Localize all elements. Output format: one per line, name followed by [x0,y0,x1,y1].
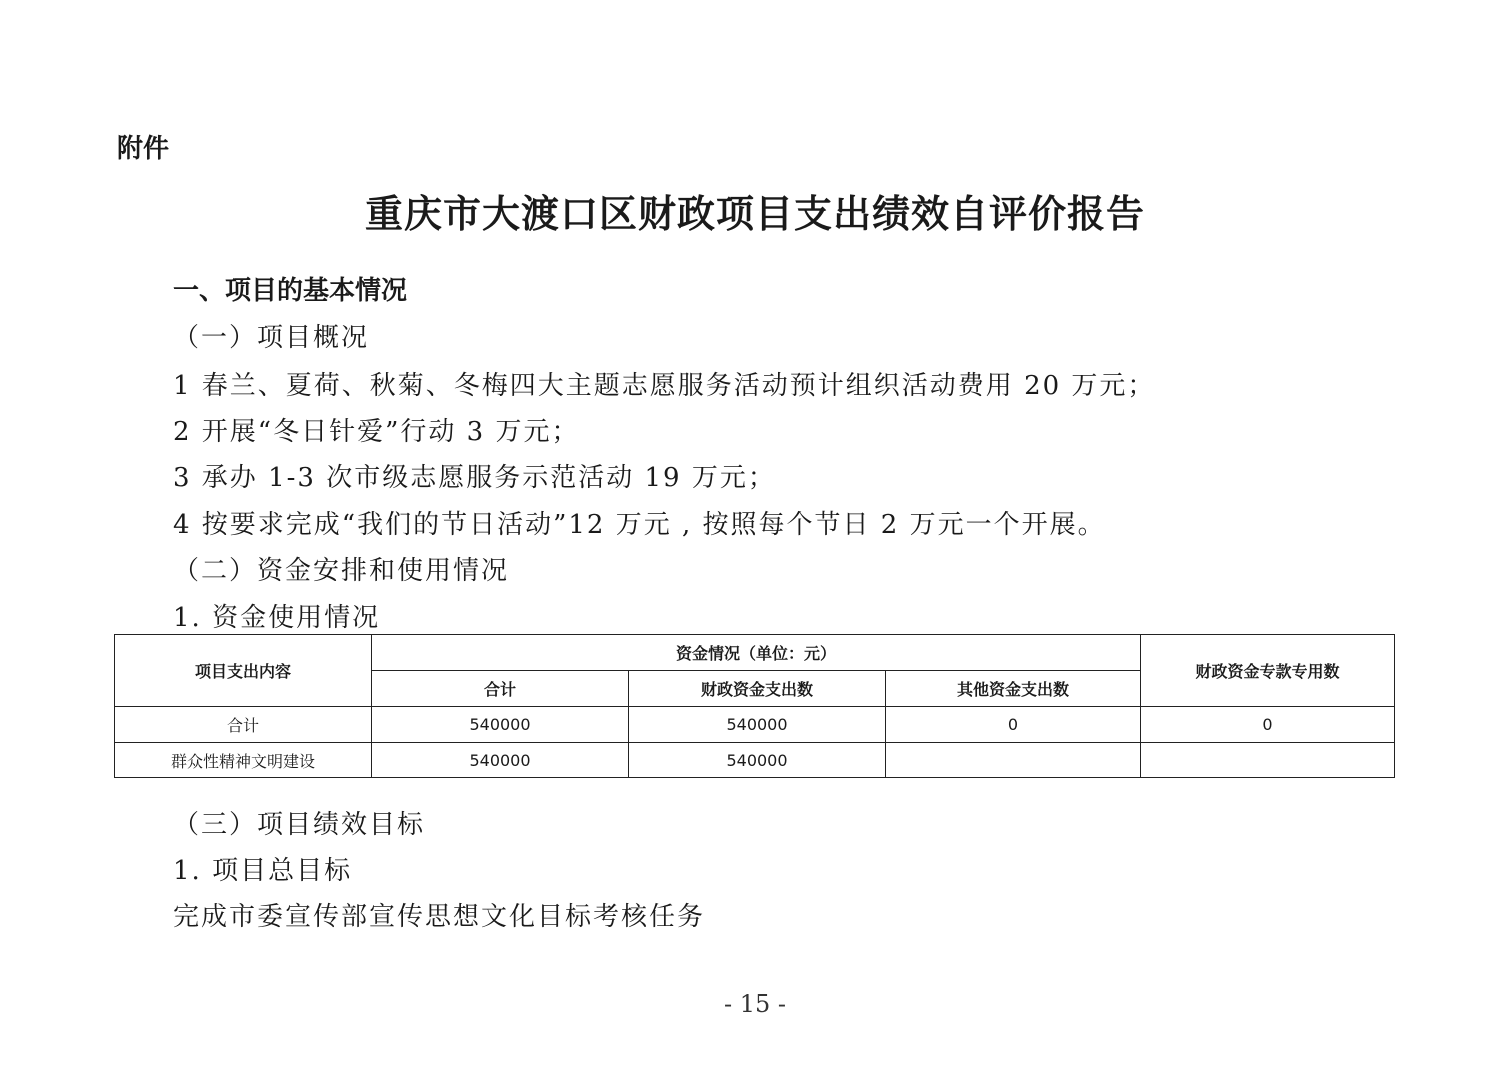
subsection-funds-arrangement: （二）资金安排和使用情况 [173,556,510,586]
cell-fiscal: 540000 [629,743,886,778]
cell-fiscal: 540000 [629,707,886,743]
header-item: 项目支出内容 [115,635,372,707]
cell-total: 540000 [372,707,629,743]
overview-item-4: 4 按要求完成“我们的节日活动”12 万元 , 按照每个节日 2 万元一个开展。 [173,510,1106,540]
table-row [115,743,1395,778]
report-title: 重庆市大渡口区财政项目支出绩效自评价报告 [364,191,1145,236]
funds-table [114,634,1395,778]
overall-goal-heading: 1. 项目总目标 [173,856,353,886]
overview-item-2: 2 开展“冬日针爱”行动 3 万元； [173,417,580,447]
cell-total: 540000 [372,743,629,778]
cell-other: 0 [886,707,1141,743]
table-row [115,707,1395,743]
section-heading-basic-info: 一、项目的基本情况 [173,276,408,306]
header-other: 其他资金支出数 [886,671,1141,707]
cell-other [886,743,1141,778]
subsection-performance-goals: （三）项目绩效目标 [173,810,426,840]
header-fiscal: 财政资金支出数 [629,671,886,707]
cell-special: 0 [1141,707,1395,743]
header-total: 合计 [372,671,629,707]
page-number: - 15 - [723,990,786,1018]
cell-special [1141,743,1395,778]
subsection-project-overview: （一）项目概况 [173,323,370,353]
overview-item-3: 3 承办 1-3 次市级志愿服务示范活动 19 万元； [173,463,776,493]
cell-item: 合计 [115,707,372,743]
overall-goal-text: 完成市委宣传部宣传思想文化目标考核任务 [173,902,706,932]
overview-item-1: 1 春兰、夏荷、秋菊、冬梅四大主题志愿服务活动预计组织活动费用 20 万元； [173,371,1156,401]
header-special: 财政资金专款专用数 [1141,635,1395,707]
cell-item: 群众性精神文明建设 [115,743,372,778]
attachment-label: 附件 [117,134,170,164]
funds-usage-heading: 1. 资金使用情况 [173,603,381,633]
header-funds-group: 资金情况（单位：元） [372,635,1141,671]
